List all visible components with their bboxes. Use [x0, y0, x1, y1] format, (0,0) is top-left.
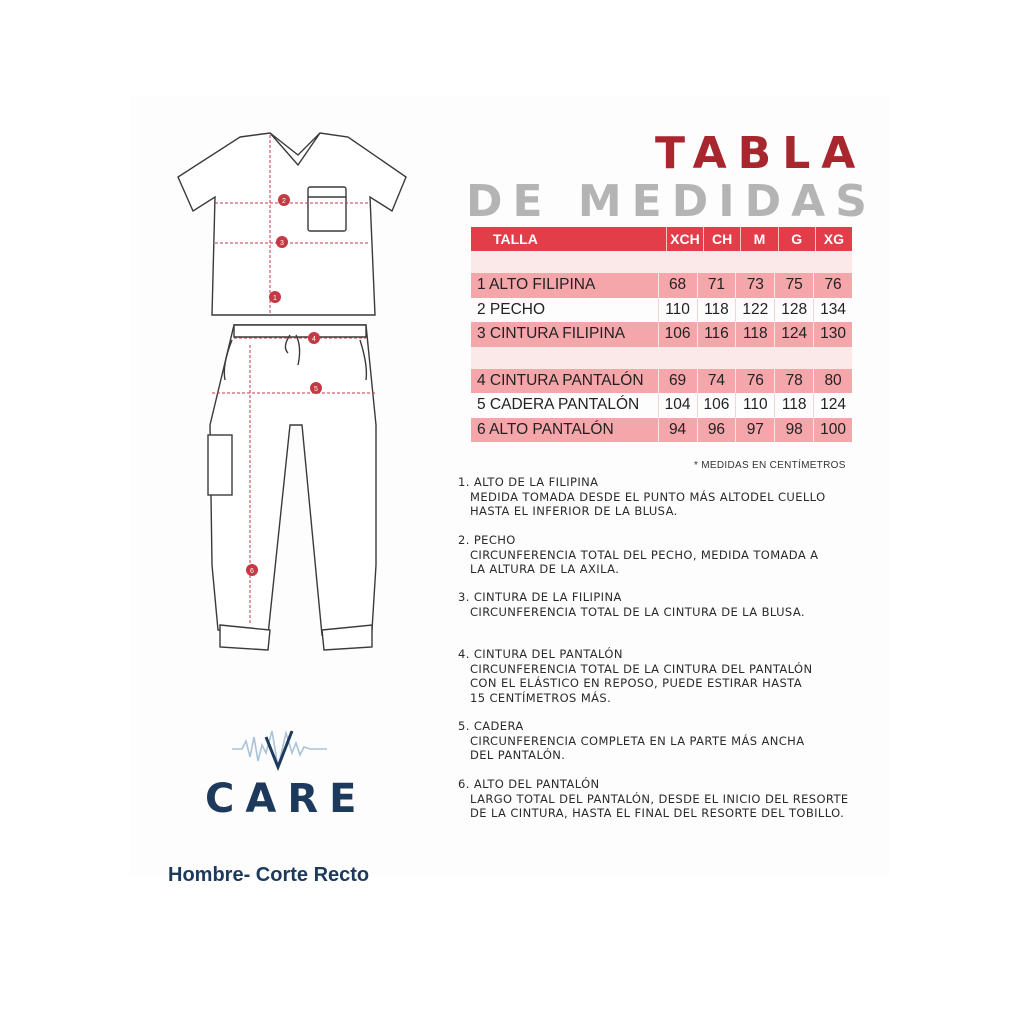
row-value: 118 — [774, 393, 813, 418]
row-label: 6 ALTO PANTALÓN — [477, 420, 614, 438]
heartbeat-logo-icon — [232, 727, 327, 772]
table-row — [471, 273, 852, 298]
table-row — [471, 393, 852, 418]
table-row — [471, 418, 852, 443]
row-value: 71 — [697, 273, 736, 298]
description-body: DE LA CINTURA, HASTA EL FINAL DEL RESORTE DEL TOBILLO. — [470, 806, 845, 820]
row-value: 94 — [658, 418, 697, 443]
marker-6: 6 — [250, 568, 254, 575]
row-label: 4 CINTURA PANTALÓN — [477, 371, 644, 389]
scrubs-illustration — [170, 125, 420, 665]
description-heading: 3. CINTURA DE LA FILIPINA — [458, 590, 622, 604]
description-item — [458, 647, 888, 705]
description-heading: 4. CINTURA DEL PANTALÓN — [458, 647, 623, 661]
description-heading: 5. CADERA — [458, 719, 524, 733]
row-value: 134 — [813, 298, 852, 323]
row-value: 110 — [735, 393, 774, 418]
row-label: 2 PECHO — [477, 300, 546, 318]
table-row — [471, 322, 852, 347]
row-label: 5 CADERA PANTALÓN — [477, 396, 640, 414]
title-tabla: TABLA — [655, 128, 867, 179]
description-body: CIRCUNFERENCIA TOTAL DE LA CINTURA DE LA BLUSA. — [470, 604, 805, 619]
row-label: 3 CINTURA FILIPINA — [477, 325, 626, 343]
description-body: CIRCUNFERENCIA COMPLETA EN LA PARTE MÁS ANCHA — [470, 733, 805, 748]
row-value: 130 — [813, 322, 852, 347]
header-size: CH — [703, 227, 740, 251]
row-value: 76 — [813, 273, 852, 298]
description-body: 15 CENTÍMETROS MÁS. — [470, 690, 612, 705]
description-body: DEL PANTALÓN. — [470, 748, 566, 762]
description-body: CON EL ELÁSTICO EN REPOSO, PUEDE ESTIRAR HASTA — [470, 676, 802, 690]
row-value: 118 — [697, 298, 736, 323]
marker-4: 4 — [312, 336, 316, 343]
description-item — [458, 777, 888, 821]
description-body: HASTA EL INFERIOR DE LA BLUSA. — [470, 504, 678, 518]
header-size: M — [740, 227, 777, 251]
description-item — [458, 533, 888, 577]
row-value: 118 — [735, 322, 774, 347]
description-body: CIRCUNFERENCIA TOTAL DEL PECHO, MEDIDA TOMADA A — [470, 547, 819, 562]
description-body: MEDIDA TOMADA DESDE EL PUNTO MÁS ALTODEL CUELLO — [470, 489, 826, 504]
table-spacer-row — [471, 347, 852, 369]
row-value: 106 — [697, 393, 736, 418]
header-size: XG — [815, 227, 852, 251]
row-value: 124 — [774, 322, 813, 347]
row-label: 1 ALTO FILIPINA — [477, 276, 596, 294]
row-value: 104 — [658, 393, 697, 418]
description-body: LARGO TOTAL DEL PANTALÓN, DESDE EL INICIO DEL RESORTE — [470, 791, 849, 806]
brand-logo-text: CARE — [205, 776, 368, 822]
units-note: * MEDIDAS EN CENTÍMETROS — [694, 460, 846, 471]
marker-1: 1 — [273, 295, 277, 302]
description-body: LA ALTURA DE LA AXILA. — [470, 562, 620, 576]
row-value: 128 — [774, 298, 813, 323]
row-value: 80 — [813, 369, 852, 394]
description-heading: 6. ALTO DEL PANTALÓN — [458, 777, 600, 791]
row-value: 98 — [774, 418, 813, 443]
product-subtitle: Hombre- Corte Recto — [168, 864, 370, 886]
header-talla: TALLA — [493, 231, 538, 247]
marker-3: 3 — [280, 240, 284, 247]
row-value: 96 — [697, 418, 736, 443]
description-heading: 1. ALTO DE LA FILIPINA — [458, 475, 599, 489]
row-value: 73 — [735, 273, 774, 298]
marker-5: 5 — [314, 386, 318, 393]
table-row — [471, 298, 852, 323]
marker-2: 2 — [282, 198, 286, 205]
row-value: 75 — [774, 273, 813, 298]
header-size: XCH — [666, 227, 703, 251]
row-value: 78 — [774, 369, 813, 394]
row-value: 124 — [813, 393, 852, 418]
description-item — [458, 475, 888, 519]
row-value: 110 — [658, 298, 697, 323]
row-value: 116 — [697, 322, 736, 347]
row-value: 122 — [735, 298, 774, 323]
header-size: G — [778, 227, 815, 251]
row-value: 68 — [658, 273, 697, 298]
row-value: 74 — [697, 369, 736, 394]
row-value: 97 — [735, 418, 774, 443]
size-table — [471, 227, 852, 442]
table-header — [471, 227, 852, 251]
row-value: 76 — [735, 369, 774, 394]
row-value: 106 — [658, 322, 697, 347]
row-value: 69 — [658, 369, 697, 394]
description-item — [458, 719, 888, 763]
description-item — [458, 590, 888, 619]
table-row — [471, 369, 852, 394]
row-value: 100 — [813, 418, 852, 443]
description-body: CIRCUNFERENCIA TOTAL DE LA CINTURA DEL PANTALÓN — [470, 661, 813, 676]
table-spacer-row — [471, 251, 852, 273]
title-de-medidas: DE MEDIDAS — [466, 176, 877, 227]
description-heading: 2. PECHO — [458, 533, 516, 547]
